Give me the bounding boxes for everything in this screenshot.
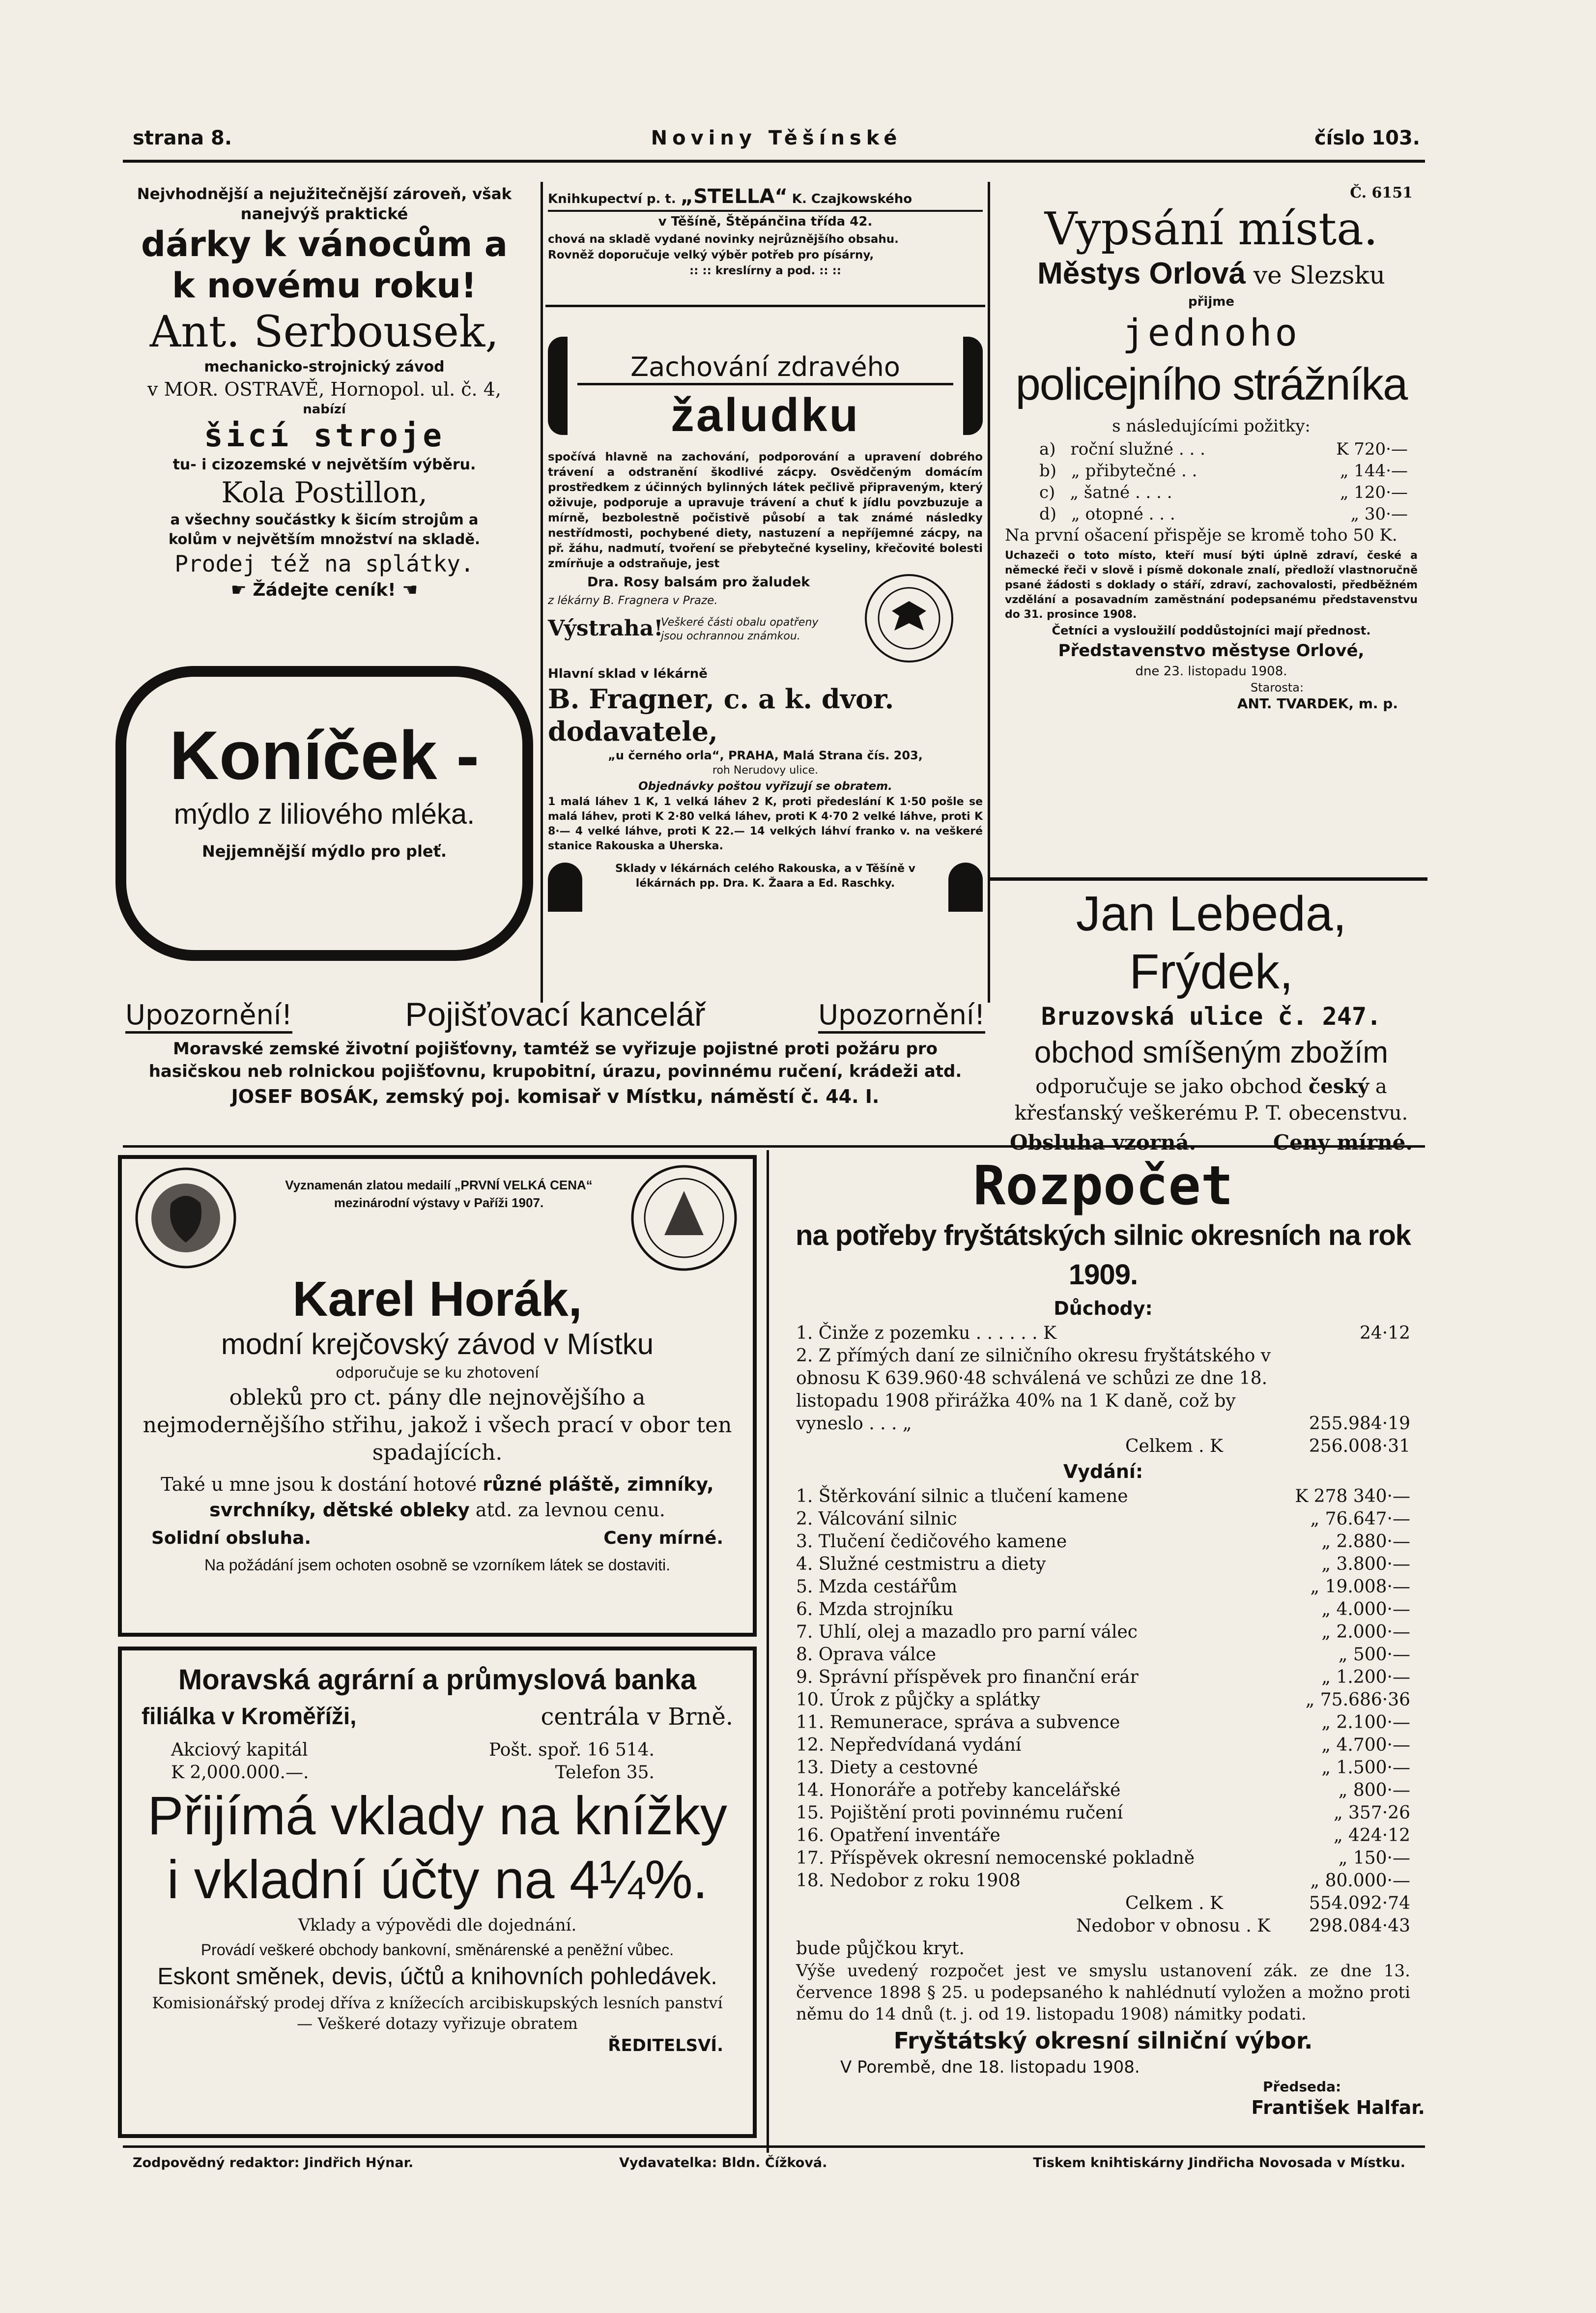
ad-zaludek-title1: Zachování zdravého <box>577 351 953 385</box>
list-item <box>796 1576 1410 1598</box>
list-item <box>796 1689 1410 1711</box>
newspaper-title: Noviny Těšínské <box>651 127 902 149</box>
ad-orlova-note2: Uchazeči o toto místo, kteří musí býti úplně zdraví, české a německé řeči v slově i písmě dokonale znalí, předloží vlastnoručně psané žádosti s doklady o stáří, zdraví, zachovalosti, předběžném vzdělání a posavadním zaměstnání podepsanému představenstvu do 31. prosince 1908. <box>1005 549 1418 621</box>
list-item-label: 1. Štěrkování silnic a tlučení kamene <box>796 1486 1128 1506</box>
ad-zaludek-title-block <box>548 317 983 450</box>
ad-lebeda-text2: křesťanský veškerému P. T. obecenstvu. <box>1014 1102 1408 1125</box>
item-value: K 720·— <box>1336 439 1408 459</box>
medal-exposition-icon <box>625 1161 743 1274</box>
list-item-label: 18. Nedobor z roku 1908 <box>796 1871 1021 1891</box>
ad-stella-name: „STELLA“ <box>680 185 788 208</box>
ad-orlova-town-name: Městys Orlová <box>1037 257 1246 290</box>
ad-horak-medal-block <box>122 1159 753 1272</box>
list-item-amount: „ 500·— <box>1338 1645 1410 1665</box>
ad-lebeda-address: Bruzovská ulice č. 247. <box>1041 1002 1382 1031</box>
orlova-rule <box>988 877 1427 881</box>
ad-lebeda-text1-b: český <box>1308 1075 1369 1098</box>
list-item-label: 8. Oprava válce <box>796 1645 937 1665</box>
ad-serbousek-offers: nabízí <box>303 402 346 417</box>
ad-zaludek-fragner-address: „u černého orla“, PRAHA, Malá Strana čís. 203, <box>608 749 923 762</box>
ad-zaludek-balsam: Dra. Rosy balsám pro žaludek <box>587 575 810 590</box>
ad-lebeda-text1-a: odporučuje se jako obchod <box>1035 1075 1303 1098</box>
rozpocet-exp-heading: Vydání: <box>1063 1461 1143 1482</box>
ad-serbousek-catalog-text: Žádejte ceník! <box>253 580 396 600</box>
rozpocet-income-total <box>781 1435 1425 1458</box>
list-item <box>796 1757 1410 1779</box>
ad-horak-footer <box>122 1523 753 1554</box>
footer-rule <box>123 2145 1425 2148</box>
ad-bosak <box>125 990 985 1138</box>
column-divider-3 <box>767 1150 769 2153</box>
ad-serbousek-line2: nanejvýš praktické <box>240 204 408 223</box>
ad-horak-name: Karel Horák, <box>292 1272 582 1327</box>
list-item-label: 7. Uhlí, olej a mazadlo pro parní válec <box>796 1622 1138 1642</box>
list-item-amount: „ 80.000·— <box>1310 1871 1410 1891</box>
ad-orlova-mayor-label: Starosta: <box>1251 681 1304 694</box>
list-item <box>796 1322 1410 1345</box>
ad-banka-capital-label: Akciový kapitál <box>171 1740 308 1760</box>
ad-banka-big2: i vkladní účty na 4¼%. <box>167 1850 708 1910</box>
ad-banka-info1 <box>122 1734 753 1762</box>
ad-stella-prefix: Knihkupectví p. t. <box>548 192 676 206</box>
ad-serbousek-firm: mechanicko-strojnický závod <box>204 358 445 376</box>
ad-banka-branch <box>122 1700 753 1734</box>
list-item-label: 1. Činže z pozemku . . . . . . K <box>796 1323 1056 1343</box>
issue-number: číslo 103. <box>1314 127 1420 149</box>
ad-serbousek-line1: Nejvhodnější a nejužitečnější zároveň, však <box>137 185 512 203</box>
list-item-label: 4. Služné cestmistru a diety <box>796 1554 1046 1574</box>
medal-marianne-icon <box>132 1164 240 1272</box>
ad-serbousek-address: v MOR. OSTRAVĚ, Hornopol. ul. č. 4, <box>147 378 501 400</box>
ad-banka-phone: Telefon 35. <box>555 1763 655 1783</box>
list-item <box>796 1345 1410 1435</box>
ad-lebeda-shop: obchod smíšeným zbožím <box>1034 1036 1389 1070</box>
ad-stella-line1 <box>548 186 983 212</box>
ad-orlova-title: Vypsání místa. <box>1044 202 1378 255</box>
ad-banka-big1: Přijímá vklady na knížky <box>147 1786 727 1846</box>
item-key: d) <box>1039 504 1057 524</box>
ad-lebeda-name: Jan Lebeda, Frýdek, <box>1076 886 1347 999</box>
list-item-amount: „ 2.000·— <box>1321 1622 1410 1642</box>
item-key: c) <box>1039 483 1055 502</box>
ad-serbousek-catalog <box>113 578 536 602</box>
ad-zaludek-stores-block <box>548 858 983 917</box>
ad-konicek-sub: mýdlo z liliového mléka. <box>173 798 475 830</box>
ad-orlova-one: jednoho <box>1122 311 1301 354</box>
item-value: „ 30·— <box>1350 504 1408 524</box>
ad-lebeda-text1 <box>995 1073 1427 1100</box>
total-amount: 256.008·31 <box>1309 1436 1410 1456</box>
ad-banka-text3: Eskont směnek, devis, účtů a knihovních pohledávek. <box>157 1964 717 1990</box>
ad-zaludek-warning: Výstraha! <box>548 616 663 641</box>
rozpocet-subtitle: na potřeby fryštátských silnic okresních na rok 1909. <box>795 1219 1411 1291</box>
ad-zaludek-pharmacy: z lékárny B. Fragnera v Praze. <box>548 594 718 607</box>
ad-zaludek-fragner: B. Fragner, c. a k. dvor. dodavatele, <box>548 683 894 747</box>
ad-orlova <box>995 184 1427 872</box>
list-item <box>796 1802 1410 1824</box>
ad-serbousek-text2: a všechny součástky k šicím strojům a <box>170 511 479 528</box>
ad-orlova-note1: Na první ošacení přispěje se kromě toho 50 K. <box>1005 525 1397 545</box>
ad-stella-text2: Rovněž doporučuje velký výběr potřeb pro písárny, <box>548 249 874 261</box>
rozpocet-committee: Fryštátský okresní silniční výbor. <box>893 2027 1313 2054</box>
ad-konicek <box>115 666 533 961</box>
ad-horak-service: Solidní obsluha. <box>151 1528 312 1548</box>
page-number: strana 8. <box>133 127 232 149</box>
list-item-amount: „ 19.008·— <box>1310 1577 1410 1597</box>
list-item-amount: K 278 340·— <box>1295 1486 1410 1506</box>
item-label: roční služné . . . <box>1070 439 1205 459</box>
list-item-label: 12. Nepředvídaná vydání <box>796 1735 1022 1755</box>
ad-orlova-item <box>1039 503 1408 525</box>
ad-bosak-sign: JOSEF BOSÁK, zemský poj. komisař v Místku, náměstí č. 44. I. <box>231 1086 880 1107</box>
stella-rule <box>545 305 985 307</box>
ad-horak <box>118 1155 757 1637</box>
ad-zaludek-title2: žaludku <box>670 389 860 441</box>
rozpocet-after: bude půjčkou kryt. <box>796 1938 965 1959</box>
ad-horak-medal-text: Vyznamenán zlatou medailí „PRVNÍ VELKÁ CENA“ mezinárodní výstavy v Paříži 1907. <box>285 1178 593 1210</box>
ad-serbousek-gifts: dárky k vánocům a <box>141 224 508 264</box>
ad-zaludek-prices: 1 malá láhev 1 K, 1 velká láhev 2 K, proti předeslání K 1·50 pošle se malá láhev, proti K 2·80 velká láhev, proti K 4·70 2 velké láhve, proti K 8·— 4 velké láhve, proti K 22.— 14 velkých láhví franko v. na veškeré stanice Rakouska a Uherska. <box>548 796 983 852</box>
ornament-right-icon <box>948 863 983 912</box>
rozpocet-expenses <box>781 1485 1425 1892</box>
ad-bosak-header <box>125 990 985 1034</box>
ad-orlova-number: Č. 6151 <box>1350 184 1413 202</box>
ad-banka-capital: K 2,000.000.—. <box>171 1763 309 1783</box>
ad-serbousek-text1: tu- i cizozemské v největším výběru. <box>172 456 476 473</box>
ad-serbousek <box>113 184 536 651</box>
list-item-amount: „ 1.200·— <box>1321 1667 1410 1687</box>
ad-lebeda <box>995 885 1427 1155</box>
list-item <box>796 1644 1410 1666</box>
ad-orlova-item <box>1039 460 1408 482</box>
rozpocet-note: Výše uvedený rozpočet jest ve smyslu ustanovení zák. ze dne 13. července 1898 § 25. u podepsaného k nahlédnutí vyložen a možno proti němu do 14 dnů (t. j. od 19. listopadu 1908) námitky podati. <box>796 1961 1410 2024</box>
ad-horak-body2-c: atd. za levnou cenu. <box>475 1499 665 1521</box>
list-item <box>796 1779 1410 1802</box>
ad-banka-info2 <box>122 1762 753 1784</box>
list-item-label: 13. Diety a cestovné <box>796 1758 978 1778</box>
list-item-label: 2. Z přímých daní ze silničního okresu fryštátského v obnosu K 639.960·48 schválená ve schůzi ze dne 18. listopadu 1908 přirážka 40% na 1 K daně, což by vyneslo . . . „ <box>796 1346 1271 1434</box>
list-item-amount: „ 1.500·— <box>1321 1758 1410 1778</box>
ad-stella-owner: K. Czajkowského <box>792 192 912 206</box>
list-item-amount: „ 357·26 <box>1333 1803 1410 1823</box>
list-item-label: 17. Příspěvek okresní nemocenské pokladně <box>796 1848 1195 1868</box>
column-divider-1 <box>541 182 543 1003</box>
ad-horak-body2 <box>122 1467 753 1523</box>
ad-zaludek-main-store: Hlavní sklad v lékárně <box>548 666 708 681</box>
ad-horak-note: Na požádání jsem ochoten osobně se vzorníkem látek se dostaviti. <box>204 1556 671 1574</box>
rozpocet-date: V Porembě, dne 18. listopadu 1908. <box>840 2057 1140 2077</box>
header-rule <box>123 160 1425 163</box>
ad-serbousek-sale: Prodej též na splátky. <box>174 550 474 577</box>
eagle-seal-icon <box>862 572 956 665</box>
ad-horak-firm: modní krejčovský závod v Místku <box>221 1328 654 1360</box>
footer-publisher: Vydavatelka: Bldn. Čížková. <box>619 2155 827 2170</box>
deficit-label: Nedobor v obnosu . K <box>1076 1916 1271 1936</box>
ad-horak-body2-b: různé pláště, zimníky, svrchníky, dětské obleky <box>209 1474 714 1521</box>
ad-stella-address: v Těšíně, Štěpánčina třída 42. <box>658 214 873 229</box>
item-key: b) <box>1039 461 1057 481</box>
list-item-label: 10. Úrok z půjčky a splátky <box>796 1690 1040 1710</box>
list-item-amount: „ 424·12 <box>1333 1825 1410 1846</box>
list-item-label: 2. Válcování silnic <box>796 1509 957 1529</box>
ad-banka-name: Moravská agrární a průmyslová banka <box>178 1664 697 1696</box>
ad-serbousek-bike: Kola Postillon, <box>221 476 428 509</box>
ad-banka-post: Pošt. spoř. 16 514. <box>488 1740 655 1760</box>
ad-zaludek-orders: Objednávky poštou vyřizují se obratem. <box>638 780 892 793</box>
ad-orlova-list <box>995 438 1427 525</box>
total-label: Celkem . K <box>1125 1436 1223 1456</box>
total-amount: 554.092·74 <box>1309 1893 1410 1913</box>
ad-orlova-town <box>995 256 1427 293</box>
item-label: „ přibytečné . . <box>1071 461 1197 481</box>
ad-banka-branch-a: filiálka v Kroměříži, <box>142 1704 357 1730</box>
list-item-amount: „ 2.880·— <box>1321 1532 1410 1552</box>
list-item-amount: 24·12 <box>1359 1323 1410 1343</box>
ad-konicek-brand: Koníček - <box>169 717 480 794</box>
ad-serbousek-name: Ant. Serbousek, <box>149 306 499 357</box>
list-item <box>796 1621 1410 1644</box>
rozpocet-income <box>781 1322 1425 1435</box>
ad-stella-text1: chová na skladě vydané novinky nejrůznějšího obsahu. <box>548 233 899 246</box>
ad-horak-body2-a: Také u mne jsou k dostání hotové <box>161 1474 477 1495</box>
ad-banka-text1: Vklady a výpovědi dle dojednání. <box>298 1915 577 1935</box>
ad-zaludek-fragner-address2: roh Nerudovy ulice. <box>712 764 819 777</box>
list-item <box>796 1508 1410 1531</box>
rozpocet-title: Rozpočet <box>973 1154 1233 1217</box>
list-item <box>796 1734 1410 1757</box>
list-item-amount: „ 2.100·— <box>1321 1712 1410 1733</box>
list-item <box>796 1485 1410 1508</box>
item-value: „ 120·— <box>1340 483 1408 502</box>
item-label: „ otopné . . . <box>1071 504 1175 524</box>
ad-horak-body1: obleků pro ct. pány dle nejnovějšího a nejmodernějšího střihu, jakož i všech prací v obor ten spadajících. <box>142 1385 732 1465</box>
ad-serbousek-product: šicí stroje <box>204 418 445 454</box>
list-item <box>796 1666 1410 1689</box>
ad-banka-branch-b: centrála v Brně. <box>541 1703 733 1731</box>
item-key: a) <box>1039 439 1056 459</box>
ad-orlova-accepts: přijme <box>1188 294 1234 309</box>
ad-zaludek-warning-text: Veškeré části obalu opatřeny jsou ochrannou známkou. <box>661 616 819 642</box>
list-item-amount: 255.984·19 <box>1309 1414 1410 1434</box>
deficit-amount: 298.084·43 <box>1309 1916 1410 1936</box>
ad-banka <box>118 1647 757 2138</box>
ad-zaludek-stores: Sklady v lékárnách celého Rakouska, a v Těšíně v lékárnách pp. Dra. K. Žaara a Ed. Raschky. <box>615 863 916 890</box>
list-item-amount: „ 3.800·— <box>1321 1554 1410 1574</box>
page-header <box>133 122 1420 156</box>
ad-orlova-item <box>1039 438 1408 460</box>
ad-stella-text3: :: :: kreslírny a pod. :: :: <box>689 264 842 277</box>
list-item-amount: „ 76.647·— <box>1310 1509 1410 1529</box>
ad-serbousek-newyear: k novému roku! <box>171 265 477 306</box>
rozpocet-deficit <box>781 1915 1425 1937</box>
ad-orlova-item <box>1039 482 1408 503</box>
ad-konicek-tagline: Nejjemnější mýdlo pro pleť. <box>201 842 447 861</box>
pointing-hand-icon: ☛ <box>230 580 253 600</box>
list-item <box>796 1531 1410 1553</box>
list-item <box>796 1598 1410 1621</box>
ad-banka-text2: Provádí veškeré obchody bankovní, směnárenské a peněžní vůbec. <box>200 1941 674 1959</box>
rozpocet-income-heading: Důchody: <box>1054 1298 1153 1319</box>
ad-banka-text4: Komisionářský prodej dříva z knížecích arcibiskupských lesních panství — Veškeré dotazy vyřizuje obratem <box>152 1994 723 2033</box>
ad-zaludek-body: spočívá hlavně na zachování, podporování a upravení dobrého trávení a odstranění škodlivé zácpy. Osvědčeným domácím prostředkem z účinných bylinných látek pečlivě připraveným, který oživuje, podporuje a upravuje trávení a chuť k jídlu povzbuzuje a mírně, bezbolestně počistivě působí a tak známé následky nestřídmosti, pochybené diety, nastuzení a nepříjemné zácpy, na př. žáhu, nadmutí, tvoření se přebytečné kyseliny, křečovité bolesti zmírňuje a odstraňuje, jest <box>548 451 983 570</box>
ad-horak-prices: Ceny mírné. <box>603 1528 723 1548</box>
ad-stella <box>548 186 983 299</box>
footer-printer: Tiskem knihtiskárny Jindřicha Novosada v Místku. <box>1033 2155 1405 2170</box>
rozpocet-chair-label: Předseda: <box>1263 2079 1341 2095</box>
ad-bosak-left: Upozornění! <box>125 999 292 1034</box>
list-item-label: 9. Správní příspěvek pro finanční erár <box>796 1667 1139 1687</box>
list-item-label: 6. Mzda strojníku <box>796 1599 954 1619</box>
ad-bosak-right: Upozornění! <box>818 999 985 1034</box>
ad-lebeda-prices: Ceny mírné. <box>1273 1130 1413 1155</box>
list-item <box>796 1711 1410 1734</box>
list-item-label: 16. Opatření inventáře <box>796 1825 1000 1846</box>
ad-orlova-region: ve Slezsku <box>1253 261 1385 289</box>
rozpocet-chair: František Halfar. <box>1251 2097 1425 2118</box>
list-item-amount: „ 150·— <box>1338 1848 1410 1868</box>
list-item-label: 3. Tlučení čedičového kamene <box>796 1532 1067 1552</box>
ad-orlova-benefits: s následujícími požitky: <box>1112 416 1311 436</box>
bracket-left-icon <box>548 337 568 435</box>
item-value: „ 144·— <box>1340 461 1408 481</box>
list-item <box>796 1870 1410 1892</box>
ad-zaludek-balsam-block <box>548 572 983 665</box>
ad-orlova-signed: Představenstvo městyse Orlové, <box>1058 641 1365 661</box>
total-label: Celkem . K <box>1125 1893 1223 1913</box>
list-item-label: 14. Honoráře a potřeby kancelářské <box>796 1780 1121 1800</box>
list-item <box>796 1847 1410 1870</box>
ad-bosak-center: Pojišťovací kancelář <box>405 996 706 1033</box>
list-item-label: 5. Mzda cestářům <box>796 1577 957 1597</box>
ornament-left-icon <box>548 863 582 912</box>
list-item-amount: „ 75.686·36 <box>1305 1690 1410 1710</box>
rozpocet <box>781 1155 1425 2138</box>
ad-orlova-mayor: ANT. TVARDEK, m. p. <box>1237 695 1398 712</box>
page-footer <box>133 2150 1420 2180</box>
rozpocet-exp-total <box>781 1892 1425 1915</box>
ad-zaludek <box>548 317 983 1000</box>
ad-bosak-body: Moravské zemské životní pojišťovny, tamtéž se vyřizuje pojistné proti požáru pro hasičskou neb rolnickou pojišťovnu, krupobitní, úrazu, povinnému ručení, krádeži atd. <box>148 1039 962 1081</box>
ad-orlova-date: dne 23. listopadu 1908. <box>1135 664 1287 679</box>
list-item-label: 15. Pojištění proti povinnému ručení <box>796 1803 1123 1823</box>
ad-orlova-post: policejního strážníka <box>1015 359 1407 409</box>
ad-serbousek-text3: kolům v největším množství na skladě. <box>168 531 481 548</box>
list-item-amount: „ 800·— <box>1338 1780 1410 1800</box>
list-item <box>796 1824 1410 1847</box>
bracket-right-icon <box>963 337 983 435</box>
ad-banka-sign: ŘEDITELSVÍ. <box>608 2036 723 2055</box>
ad-lebeda-text1-c: a <box>1375 1075 1387 1098</box>
pointing-hand-icon: ☚ <box>396 580 418 600</box>
item-label: „ šatné . . . . <box>1070 483 1172 502</box>
ad-horak-rec: odporučuje se ku zhotovení <box>336 1364 539 1382</box>
ad-lebeda-service: Obsluha vzorná. <box>1010 1130 1197 1155</box>
ad-orlova-note3: Četníci a vysloužilí poddůstojníci mají přednost. <box>1052 624 1371 637</box>
list-item-amount: „ 4.000·— <box>1321 1599 1410 1619</box>
list-item-label: 11. Remunerace, správa a subvence <box>796 1712 1120 1733</box>
list-item <box>796 1553 1410 1576</box>
footer-editor: Zodpovědný redaktor: Jindřich Hýnar. <box>133 2155 414 2170</box>
list-item-amount: „ 4.700·— <box>1321 1735 1410 1755</box>
